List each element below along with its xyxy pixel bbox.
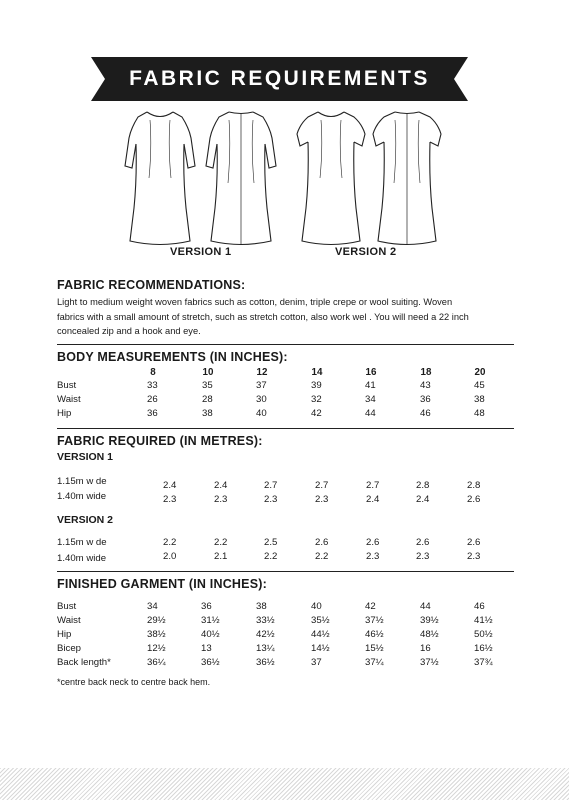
body-waist-value: 28 [202,394,213,405]
body-bust-value: 45 [474,380,485,391]
size-header: 14 [311,367,323,378]
body-bust-value: 33 [147,380,158,391]
finished-row-label: Hip [57,629,72,640]
fabric-v1-140-value: 2.3 [264,494,278,505]
section-divider [57,571,514,572]
recommendations-line: concealed zip and a hook and eye. [57,326,201,336]
fabric-row-label: 1.15m w de [57,537,107,548]
fabric-row-label: 1.15m w de [57,476,107,487]
finished-back-length-value: 37¼ [365,657,384,668]
body-bust-value: 35 [202,380,213,391]
finished-bicep-value: 13¼ [256,643,275,654]
footnote: *centre back neck to centre back hem. [57,677,211,687]
body-bust-value: 43 [420,380,431,391]
fabric-v2-140-value: 2.1 [214,551,228,562]
body-measurements-heading: BODY MEASUREMENTS (IN INCHES): [57,350,288,364]
fabric-v2-115-value: 2.6 [467,537,481,548]
finished-bust-value: 44 [420,601,431,612]
body-hip-value: 48 [474,408,485,419]
fabric-v2-115-value: 2.6 [366,537,380,548]
fabric-v1-115-value: 2.7 [366,480,380,491]
fabric-v1-115-value: 2.4 [163,480,177,491]
finished-back-length-value: 37½ [420,657,439,668]
finished-hip-value: 48½ [420,629,439,640]
finished-hip-value: 42½ [256,629,275,640]
body-waist-value: 32 [311,394,322,405]
finished-hip-value: 40½ [201,629,220,640]
finished-waist-value: 31½ [201,615,220,626]
version-1-label: VERSION 1 [170,246,232,258]
recommendations-line: Light to medium weight woven fabrics such as cotton, denim, triple crepe or wool suiting. Woven [57,297,453,307]
fabric-v1-140-value: 2.3 [163,494,177,505]
body-bust-value: 39 [311,380,322,391]
finished-hip-value: 38½ [147,629,166,640]
body-waist-value: 38 [474,394,485,405]
size-header: 8 [150,367,156,378]
fabric-v2-115-value: 2.5 [264,537,278,548]
finished-bicep-value: 15½ [365,643,384,654]
recommendations-text [57,295,522,339]
fabric-v2-115-value: 2.6 [315,537,329,548]
fabric-v1-140-value: 2.3 [315,494,329,505]
body-hip-value: 46 [420,408,431,419]
fabric-v1-140-value: 2.4 [366,494,380,505]
finished-bicep-value: 12½ [147,643,166,654]
dress-v1-front-illustration [120,108,200,248]
finished-bust-value: 40 [311,601,322,612]
version-2-subheading: VERSION 2 [57,514,114,526]
finished-bust-value: 42 [365,601,376,612]
finished-waist-value: 39½ [420,615,439,626]
fabric-v2-140-value: 2.0 [163,551,177,562]
finished-bicep-value: 14½ [311,643,330,654]
fabric-v2-140-value: 2.3 [416,551,430,562]
body-hip-value: 40 [256,408,267,419]
finished-back-length-value: 36½ [201,657,220,668]
fabric-v1-115-value: 2.4 [214,480,228,491]
dress-v1-back-illustration [201,108,281,248]
dress-v2-front-illustration [291,108,371,248]
finished-row-label: Bust [57,601,77,612]
fabric-v2-140-value: 2.2 [264,551,278,562]
finished-waist-value: 35½ [311,615,330,626]
fabric-v1-140-value: 2.4 [416,494,430,505]
finished-row-label: Back length* [57,657,111,668]
body-hip-value: 44 [365,408,376,419]
finished-hip-value: 46½ [365,629,384,640]
fabric-v2-140-value: 2.3 [467,551,481,562]
fabric-v2-115-value: 2.6 [416,537,430,548]
fabric-v2-140-value: 2.2 [315,551,329,562]
section-divider [57,344,514,345]
body-hip-value: 36 [147,408,158,419]
body-hip-value: 38 [202,408,213,419]
finished-hip-value: 44½ [311,629,330,640]
fabric-v1-140-value: 2.6 [467,494,481,505]
version-2-label: VERSION 2 [335,246,397,258]
fabric-v1-115-value: 2.8 [467,480,481,491]
body-bust-value: 37 [256,380,267,391]
body-bust-value: 41 [365,380,376,391]
body-hip-value: 42 [311,408,322,419]
size-header: 18 [420,367,432,378]
fabric-required-heading: FABRIC REQUIRED (IN METRES): [57,434,263,448]
finished-row-label: Waist [57,615,81,626]
dress-v2-back-illustration [367,108,447,248]
fabric-v2-115-value: 2.2 [163,537,177,548]
finished-bust-value: 36 [201,601,212,612]
finished-bust-value: 46 [474,601,485,612]
finished-waist-value: 33½ [256,615,275,626]
fabric-v2-115-value: 2.2 [214,537,228,548]
fabric-v1-115-value: 2.8 [416,480,430,491]
finished-bicep-value: 13 [201,643,212,654]
fabric-v1-115-value: 2.7 [264,480,278,491]
fabric-row-label: 1.40m wide [57,553,107,564]
body-waist-value: 26 [147,394,158,405]
finished-back-length-value: 37 [311,657,322,668]
body-row-label: Waist [57,394,81,405]
page-title: FABRIC REQUIREMENTS [129,67,430,90]
finished-back-length-value: 36¼ [147,657,166,668]
body-row-label: Bust [57,380,77,391]
fabric-v2-140-value: 2.3 [366,551,380,562]
finished-waist-value: 41½ [474,615,493,626]
size-header: 10 [202,367,214,378]
recommendations-line: fabrics with a small amount of stretch, such as stretch cotton, also work wel . You will need a 22 inch [57,311,469,322]
recommendations-heading: FABRIC RECOMMENDATIONS: [57,278,246,292]
finished-waist-value: 37½ [365,615,384,626]
finished-row-label: Bicep [57,643,81,654]
finished-garment-heading: FINISHED GARMENT (IN INCHES): [57,577,267,591]
body-waist-value: 30 [256,394,267,405]
finished-back-length-value: 37¾ [474,657,493,668]
size-header: 20 [474,367,486,378]
fabric-row-label: 1.40m wide [57,491,107,502]
body-waist-value: 36 [420,394,431,405]
version-1-subheading: VERSION 1 [57,451,114,463]
fabric-v1-115-value: 2.7 [315,480,329,491]
finished-bicep-value: 16½ [474,643,493,654]
finished-bust-value: 34 [147,601,158,612]
body-waist-value: 34 [365,394,376,405]
finished-hip-value: 50½ [474,629,493,640]
finished-back-length-value: 36½ [256,657,275,668]
size-header: 12 [256,367,268,378]
size-header: 16 [365,367,377,378]
section-divider [57,428,514,429]
finished-waist-value: 29½ [147,615,166,626]
title-banner [91,57,468,101]
body-row-label: Hip [57,408,72,419]
finished-bust-value: 38 [256,601,267,612]
finished-bicep-value: 16 [420,643,431,654]
fabric-v1-140-value: 2.3 [214,494,228,505]
decorative-stripe-band [0,768,569,800]
